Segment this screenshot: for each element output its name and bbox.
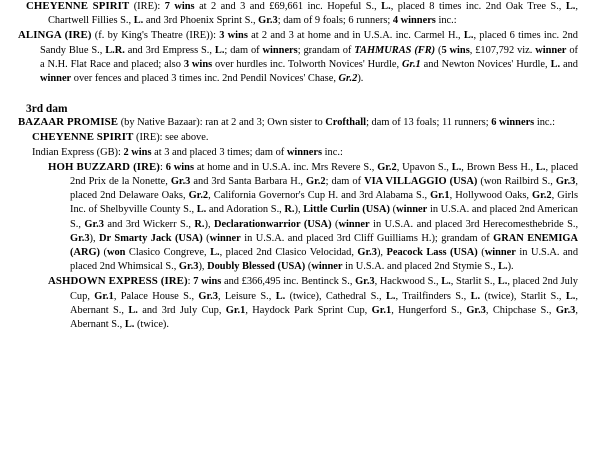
entry-cheyenne-spirit-ref bbox=[26, 130, 578, 145]
entry-detail-text: (IRE): 7 wins at 2 and 3 and £69,661 inc. Hopeful S., L., placed 8 times inc. 2nd Oak Tree S., L., Chartwell Fillies S., L. and 3rd Phoenix Sprint S., Gr.3; dam of 9 foals; 6 runners; 4 winners inc.: bbox=[48, 1, 578, 27]
pedigree-entry-paragraph bbox=[26, 130, 578, 145]
pedigree-entry-paragraph bbox=[26, 160, 578, 275]
entry-alinga bbox=[18, 28, 579, 86]
entry-detail-text: : 6 wins at home and in U.S.A. inc. Mrs Revere S., Gr.2, Upavon S., L., Brown Bess H., L., placed 2nd Prix de la Nonette, Gr.3 and 3rd Santa Barbara H., Gr.2; dam of VIA VILLAGGIO (USA) (won Railbird S., Gr.3, placed 2nd Delaware Oaks, Gr.2, California Governor's Cup H. and 3rd Alabama S., Gr.1, Hollywood Oaks, Gr.2, Girls Inc. of Shelbyville County S., L. and Adoration S., R.), Little Curlin (USA) (winner in U.S.A. and placed 2nd American S., Gr.3 and 3rd Wickerr S., R.), Declarationwarrior (USA) (winner in U.S.A. and placed 3rd Herecomesthebride S., Gr.3), Dr Smarty Jack (USA) (winner in U.S.A. and placed 3rd Cliff Guilliams H.); grandam of GRAN ENEMIGA (ARG) (won Clasico Congreve, L., placed 2nd Clasico Velocidad, Gr.3), Peacock Lass (USA) (winner in U.S.A. and placed 2nd Whimsical S., Gr.3), Doubly Blessed (USA) (winner in U.S.A. and placed 2nd Stymie S., L.). bbox=[70, 161, 579, 273]
pedigree-entry-paragraph bbox=[18, 28, 579, 86]
entry-detail-text: (by Native Bazaar): ran at 2 and 3; Own sister to Crofthall; dam of 13 foals; 11 runners; 6 winners inc.: bbox=[118, 117, 556, 129]
section-spacer bbox=[26, 86, 578, 103]
pedigree-entry-paragraph bbox=[26, 0, 578, 28]
entry-bazaar-promise bbox=[18, 115, 578, 130]
entry-name: CHEYENNE SPIRIT bbox=[26, 0, 130, 12]
entry-indian-express bbox=[26, 146, 578, 160]
entry-detail-text: : 2 wins at 3 and placed 3 times; dam of winners inc.: bbox=[118, 146, 343, 158]
entry-name: BAZAAR PROMISE bbox=[18, 116, 119, 129]
pedigree-entry-paragraph bbox=[26, 146, 578, 160]
entry-hoh-buzzard bbox=[26, 160, 578, 275]
entry-name: ASHDOWN EXPRESS (IRE) bbox=[48, 275, 188, 288]
entry-name: HOH BUZZARD (IRE) bbox=[48, 160, 160, 173]
entry-detail-text: : 7 wins and £366,495 inc. Bentinck S., Gr.3, Hackwood S., L., Starlit S., L., placed 2nd July Cup, Gr.1, Palace House S., Gr.3, Leisure S., L. (twice), Cathedral S., L., Trailfinders S., L. (twice), Starlit S., L., Abernant S., L. and 3rd July Cup, Gr.1, Haydock Park Sprint Cup, Gr.1, Hungerford S., Gr.3, Chipchase S., Gr.3, Abernant S., L. (twice). bbox=[70, 276, 578, 331]
entry-ashdown-express bbox=[26, 274, 578, 332]
pedigree-entry-paragraph bbox=[26, 274, 578, 332]
entry-detail-text: (IRE): see above. bbox=[133, 132, 209, 144]
entry-name: CHEYENNE SPIRIT bbox=[32, 131, 134, 144]
entry-cheyenne-spirit-top bbox=[26, 0, 578, 28]
entry-name: ALINGA (IRE) bbox=[18, 29, 92, 42]
entry-name: Indian Express (GB) bbox=[32, 146, 118, 158]
entry-detail-text: (f. by King's Theatre (IRE)): 3 wins at 2 and 3 at home and in U.S.A. inc. Carmel H., L., placed 6 times inc. 2nd Sandy Blue S., L.R. and 3rd Empress S., L.; dam of winners; grandam of TAHMURAS (FR) (5 wins, £107,792 viz. winner of a N.H. Flat Race and placed; also 3 wins over hurdles inc. Tolworth Novices' Hurdle, Gr.1 and Newton Novices' Hurdle, L. and winner over fences and placed 3 times inc. 2nd Pendil Novices' Chase, Gr.2). bbox=[40, 30, 579, 85]
section-heading-3rd-dam: 3rd dam bbox=[26, 103, 68, 116]
pedigree-entry-paragraph bbox=[18, 115, 578, 130]
